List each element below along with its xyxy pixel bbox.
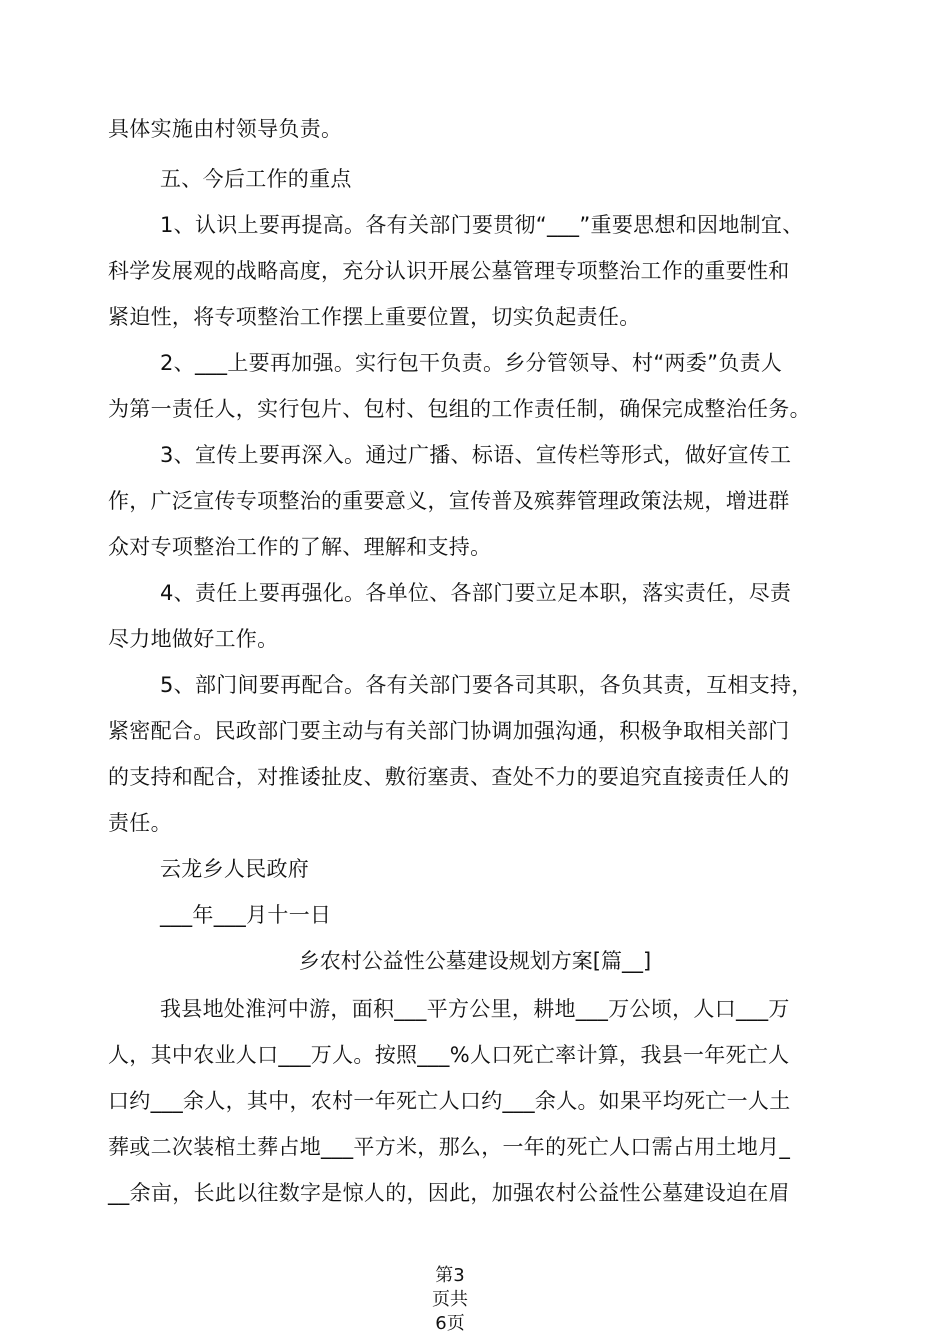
text-line: 紧迫性，将专项整治工作摆上重要位置，切实负起责任。: [108, 305, 641, 329]
text-line: 为第一责任人，实行包片、包村、包组的工作责任制，确保完成整治任务。: [108, 397, 811, 421]
text-line: 5、部门间要再配合。各有关部门要各司其职，各负其责，互相支持，: [160, 673, 813, 697]
text-line: 科学发展观的战略高度，充分认识开展公墓管理专项整治工作的重要性和: [108, 259, 790, 283]
page-number-line2: 页共: [432, 1289, 468, 1310]
text-line: __余亩，长此以往数字是惊人的，因此，加强农村公益性公墓建设迫在眉: [108, 1181, 790, 1205]
text-line: 2、___上要再加强。实行包干负责。乡分管领导、村“两委”负责人: [160, 351, 783, 375]
signature-org: 云龙乡人民政府: [160, 857, 310, 881]
page-number-line3: 6页: [435, 1313, 465, 1334]
text-line: 的支持和配合，对推诿扯皮、敷衍塞责、查处不力的要追究直接责任人的: [108, 765, 790, 789]
text-line: 人，其中农业人口___万人。按照___%人口死亡率计算，我县一年死亡人: [108, 1043, 790, 1067]
text-line: 紧密配合。民政部门要主动与有关部门协调加强沟通，积极争取相关部门: [108, 719, 790, 743]
text-line: 众对专项整治工作的了解、理解和支持。: [108, 535, 492, 559]
text-line: 作，广泛宣传专项整治的重要意义，宣传普及殡葬管理政策法规，增进群: [108, 489, 790, 513]
text-line: 4、责任上要再强化。各单位、各部门要立足本职，落实责任，尽责: [160, 581, 792, 605]
text-line: 葬或二次装棺土葬占地___平方米，那么，一年的死亡人口需占用土地月_: [108, 1135, 791, 1159]
signature-date: ___年___月十一日: [160, 903, 332, 927]
text-line: 我县地处淮河中游，面积___平方公里，耕地___万公顷，人口___万: [160, 997, 790, 1021]
text-line: 责任。: [108, 811, 172, 835]
text-line: 口约___余人，其中，农村一年死亡人口约___余人。如果平均死亡一人土: [108, 1089, 791, 1113]
text-line: 具体实施由村领导负责。: [108, 117, 343, 141]
page-number-line1: 第3: [435, 1265, 465, 1286]
text-line: 尽力地做好工作。: [108, 627, 279, 651]
text-line: 3、宣传上要再深入。通过广播、标语、宣传栏等形式，做好宣传工: [160, 443, 792, 467]
text-line: 1、认识上要再提高。各有关部门要贯彻“___”重要思想和因地制宜、: [160, 213, 804, 237]
section-heading: 五、今后工作的重点: [160, 167, 352, 191]
section-title: 乡农村公益性公墓建设规划方案[篇__]: [298, 949, 652, 973]
